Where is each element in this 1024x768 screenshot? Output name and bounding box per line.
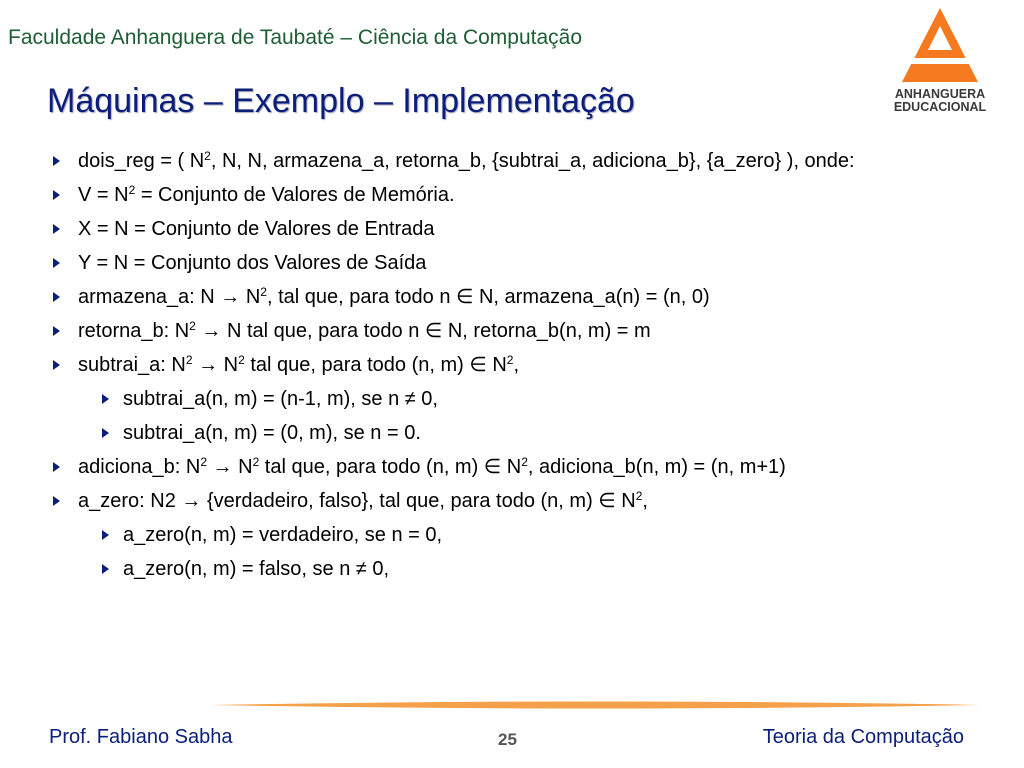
bullet-arrow-icon bbox=[53, 190, 60, 200]
bullet-text: , N, N, armazena_a, retorna_b, {subtrai_a, adiciona_b}, {a_zero} ), onde: bbox=[210, 150, 855, 172]
bullet-text: armazena_a: N → N bbox=[78, 286, 261, 308]
bullet-arrow-icon bbox=[53, 496, 60, 506]
bullet-arrow-icon bbox=[53, 326, 60, 336]
bullet-text: a_zero(n, m) = verdadeiro, se n = 0, bbox=[123, 524, 443, 546]
superscript: 2 bbox=[200, 455, 207, 469]
anhanguera-logo bbox=[884, 6, 996, 114]
bullet-item bbox=[50, 285, 980, 309]
superscript: 2 bbox=[189, 319, 196, 333]
bullet-arrow-icon bbox=[53, 462, 60, 472]
bullet-arrow-icon bbox=[53, 292, 60, 302]
bullet-text: retorna_b: N bbox=[78, 320, 190, 342]
bullet-text: V = N bbox=[78, 184, 129, 206]
superscript: 2 bbox=[506, 353, 514, 367]
bullet-text: → N tal que, para todo n ∈ N, retorna_b(n, m) = m bbox=[195, 320, 651, 342]
bullet-text: subtrai_a: N bbox=[78, 354, 186, 376]
slide-title: Máquinas – Exemplo – Implementação bbox=[47, 82, 635, 120]
bullet-text: = Conjunto de Valores de Memória. bbox=[135, 184, 455, 206]
footer-divider bbox=[210, 700, 980, 710]
bullet-item bbox=[50, 217, 980, 241]
superscript: 2 bbox=[238, 353, 245, 367]
bullet-text: subtrai_a(n, m) = (0, m), se n = 0. bbox=[123, 422, 421, 444]
page-number: 25 bbox=[498, 730, 517, 749]
superscript: 2 bbox=[635, 489, 643, 503]
superscript: 2 bbox=[204, 149, 211, 163]
bullet-arrow-icon bbox=[53, 156, 60, 166]
bullet-text: , adiciona_b(n, m) = (n, m+1) bbox=[527, 456, 786, 478]
bullet-text: , bbox=[642, 490, 648, 512]
subject-name: Teoria da Computação bbox=[762, 726, 964, 748]
sub-bullet-item bbox=[50, 523, 980, 547]
superscript: 2 bbox=[185, 353, 193, 367]
bullet-item bbox=[50, 353, 980, 377]
professor-name: Prof. Fabiano Sabha bbox=[49, 726, 233, 748]
bullet-item bbox=[50, 251, 980, 275]
sub-bullet-item bbox=[50, 557, 980, 581]
superscript: 2 bbox=[252, 455, 260, 469]
bullet-arrow-icon bbox=[102, 564, 109, 574]
bullet-text: subtrai_a(n, m) = (n-1, m), se n ≠ 0, bbox=[123, 388, 438, 410]
bullet-text: , tal que, para todo n ∈ N, armazena_a(n) = (n, 0) bbox=[266, 286, 710, 308]
bullet-text: → N bbox=[207, 456, 253, 478]
bullet-text: , bbox=[513, 354, 520, 376]
bullet-arrow-icon bbox=[102, 428, 109, 438]
triangle-logo-icon bbox=[900, 6, 980, 86]
bullet-text: dois_reg = ( N bbox=[78, 150, 205, 172]
superscript: 2 bbox=[260, 285, 267, 299]
superscript: 2 bbox=[521, 455, 528, 469]
bullet-text: X = N = Conjunto de Valores de Entrada bbox=[78, 218, 435, 240]
bullet-text: a_zero(n, m) = falso, se n ≠ 0, bbox=[123, 558, 390, 580]
sub-bullet-item bbox=[50, 421, 980, 445]
bullet-text: tal que, para todo (n, m) ∈ N bbox=[244, 354, 507, 376]
bullet-list bbox=[50, 149, 980, 591]
bullet-arrow-icon bbox=[53, 360, 60, 370]
bullet-arrow-icon bbox=[53, 224, 60, 234]
bullet-text: a_zero: N2 → {verdadeiro, falso}, tal que, para todo (n, m) ∈ N bbox=[78, 490, 636, 512]
logo-text-line2: EDUCACIONAL bbox=[893, 100, 987, 114]
bullet-item bbox=[50, 183, 980, 207]
bullet-arrow-icon bbox=[102, 530, 109, 540]
bullet-text: adiciona_b: N bbox=[78, 456, 201, 478]
sub-bullet-item bbox=[50, 387, 980, 411]
bullet-arrow-icon bbox=[102, 394, 109, 404]
bullet-item bbox=[50, 455, 980, 479]
logo-text-line1: ANHANGUERA bbox=[894, 87, 986, 101]
bullet-item bbox=[50, 319, 980, 343]
bullet-item bbox=[50, 489, 980, 513]
course-header: Faculdade Anhanguera de Taubaté – Ciência da Computação bbox=[8, 26, 583, 49]
bullet-text: → N bbox=[192, 354, 239, 376]
bullet-item bbox=[50, 149, 980, 173]
bullet-arrow-icon bbox=[53, 258, 60, 268]
superscript: 2 bbox=[128, 183, 136, 197]
bullet-text: tal que, para todo (n, m) ∈ N bbox=[259, 456, 522, 478]
bullet-text: Y = N = Conjunto dos Valores de Saída bbox=[78, 252, 427, 274]
